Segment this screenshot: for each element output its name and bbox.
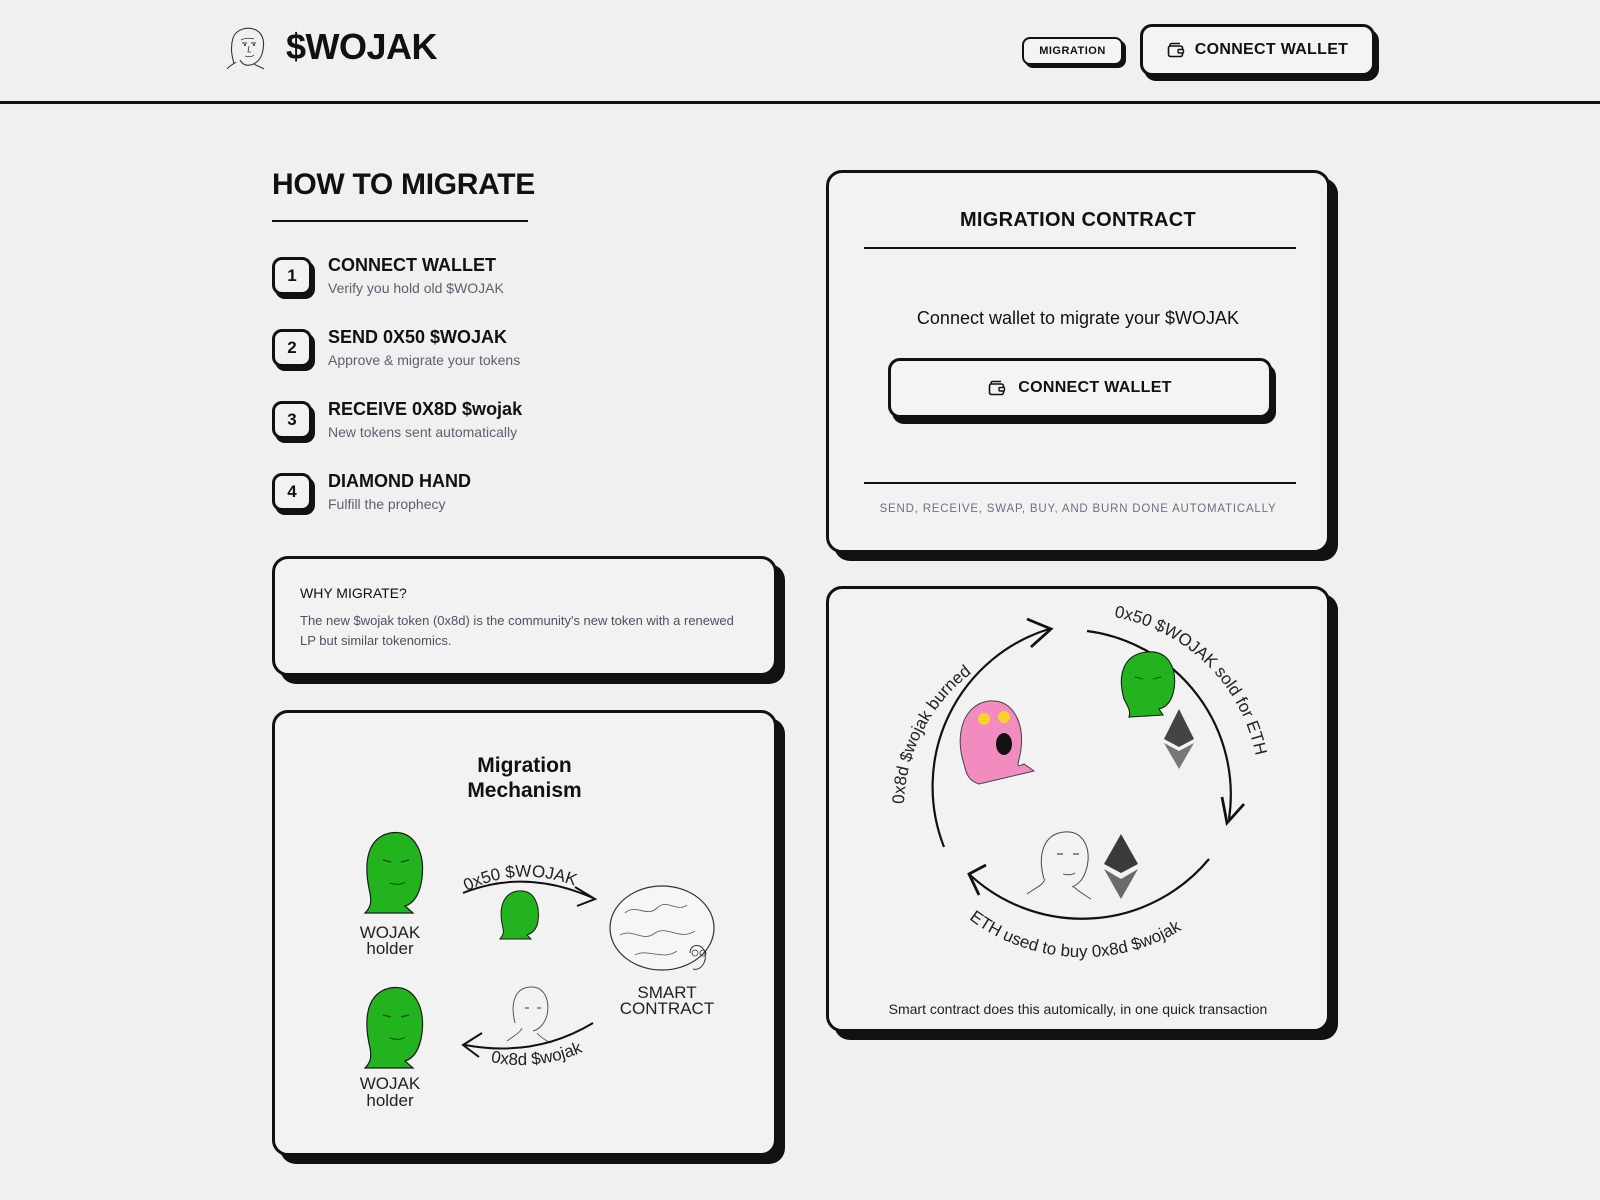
svg-text:holder: holder (366, 939, 414, 958)
svg-text:holder: holder (366, 1091, 414, 1110)
divider (864, 482, 1296, 484)
wojak-face-small-icon (507, 987, 551, 1043)
step-title: RECEIVE 0X8D $wojak (328, 399, 523, 419)
svg-text:WOJAK: WOJAK (359, 923, 421, 942)
logo-text: $WOJAK (286, 26, 438, 67)
why-migrate-body: The new $wojak token (0x8d) is the community's new token with a renewed LP but similar tokenomics. (300, 613, 734, 648)
svg-text:CONTRACT: CONTRACT (619, 999, 715, 1018)
migration-cycle-diagram (829, 589, 1327, 1029)
step-title: DIAMOND HAND (328, 471, 471, 491)
migration-button[interactable]: MIGRATION (1022, 37, 1123, 65)
svg-text:WOJAK: WOJAK (359, 1074, 421, 1093)
step-3 (272, 401, 522, 440)
green-wojak-small-icon (500, 891, 538, 939)
step-1 (272, 257, 504, 296)
svg-text:0x50 $WOJAK sold for ETH: 0x50 $WOJAK sold for ETH (1113, 602, 1271, 757)
step-4 (272, 473, 471, 512)
divider (864, 247, 1296, 249)
step-title: SEND 0X50 $WOJAK (328, 327, 508, 347)
connect-wallet-label: CONNECT WALLET (1194, 41, 1349, 58)
wallet-icon (1167, 42, 1185, 58)
green-wojak-icon (1121, 652, 1174, 717)
migration-mechanism-card (272, 710, 777, 1156)
cycle-caption: Smart contract does this automically, in one quick transaction (888, 1001, 1268, 1017)
contract-title: MIGRATION CONTRACT (959, 209, 1197, 231)
connect-wallet-button-header[interactable] (1140, 24, 1375, 76)
migration-contract-card (826, 170, 1330, 553)
ethereum-icon (1164, 709, 1194, 769)
step-description: Verify you hold old $WOJAK (328, 280, 504, 296)
contract-message: Connect wallet to migrate your $WOJAK (916, 308, 1240, 328)
migration-mechanism-diagram (275, 713, 774, 1153)
svg-text:0x8d $wojak burned: 0x8d $wojak burned (888, 661, 975, 805)
svg-text:SMART: SMART (637, 983, 697, 1002)
step-description: New tokens sent automatically (328, 424, 518, 440)
connect-wallet-button[interactable] (888, 358, 1272, 418)
site-header (0, 0, 1600, 104)
galaxy-brain-icon (610, 886, 714, 970)
why-migrate-title: WHY MIGRATE? (300, 585, 407, 601)
migration-cycle-card (826, 586, 1330, 1032)
step-number-badge: 3 (272, 401, 312, 439)
step-2 (272, 329, 520, 368)
step-number-badge: 1 (272, 257, 312, 295)
step-description: Approve & migrate your tokens (328, 352, 521, 368)
svg-text:ETH used to buy 0x8d $wojak: ETH used to buy 0x8d $wojak (966, 906, 1184, 962)
svg-text:0x50 $WOJAK: 0x50 $WOJAK (460, 861, 580, 895)
step-description: Fulfill the prophecy (328, 496, 446, 512)
green-wojak-icon (365, 833, 423, 913)
green-wojak-icon (365, 988, 423, 1068)
logo[interactable] (224, 24, 437, 70)
why-migrate-card (272, 556, 777, 676)
connect-wallet-label: CONNECT WALLET (1018, 379, 1172, 396)
title-underline (272, 220, 528, 222)
how-to-title: HOW TO MIGRATE (272, 168, 536, 201)
contract-footer: SEND, RECEIVE, SWAP, BUY, AND BURN DONE AUTOMATICALLY (879, 503, 1277, 515)
svg-text:0x8d $wojak: 0x8d $wojak (489, 1037, 585, 1070)
mechanism-title-line2: Mechanism (467, 779, 582, 802)
mechanism-title-line1: Migration (477, 754, 572, 777)
pink-crying-wojak-icon (960, 701, 1034, 784)
step-number-badge: 4 (272, 473, 312, 511)
wojak-face-icon (1027, 832, 1091, 899)
step-number-badge: 2 (272, 329, 312, 367)
ethereum-icon (1104, 834, 1138, 899)
step-title: CONNECT WALLET (328, 255, 496, 275)
wojak-face-icon (224, 24, 270, 70)
wallet-icon (988, 380, 1006, 396)
